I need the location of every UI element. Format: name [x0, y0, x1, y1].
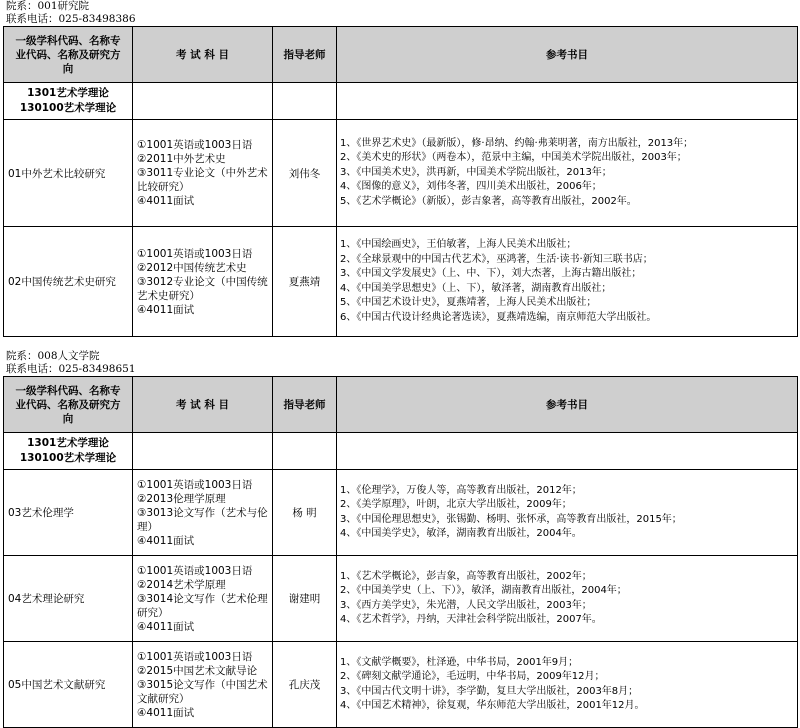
subject-item: ①1001英语或1003日语: [137, 650, 253, 663]
direction-name: 02中国传统艺术史研究: [4, 227, 133, 337]
header-books: 参考书目: [337, 27, 798, 83]
table-row: [4, 556, 798, 642]
subject-item: ③3012专业论文（中国传统艺术史研究）: [137, 275, 268, 302]
book-item: 1、《中国绘画史》，王伯敏著，上海人民美术出版社；: [340, 239, 577, 250]
catalog-table: [3, 376, 798, 728]
exam-subjects: [133, 556, 273, 642]
subject-item: ③3014论文写作（艺术伦理研究）: [137, 592, 268, 619]
book-item: 3、《中国古代文明十讲》，李学勤，复旦大学出版社，2003年8月；: [340, 685, 639, 697]
major-row: [4, 83, 798, 120]
contact-phone: 联系电话：025-83498651: [6, 363, 136, 375]
department-section: [0, 0, 800, 337]
table-header-row: [4, 377, 798, 433]
book-item: 5、《中国艺术设计史》，夏燕靖著，上海人民美术出版社；: [340, 297, 597, 308]
book-item: 3、《中国文学发展史》（上、中、下），刘大杰著，上海古籍出版社；: [340, 268, 642, 279]
subject-item: ①1001英语或1003日语: [137, 139, 253, 151]
subject-item: ①1001英语或1003日语: [137, 247, 253, 260]
book-item: 4、《图像的意义》，刘伟冬著，四川美术出版社，2006年；: [340, 181, 602, 193]
advisor-name: 谢建明: [273, 556, 337, 642]
book-item: 2、《碑刻文献学通论》，毛远明，中华书局，2009年12月；: [340, 671, 605, 682]
header-teacher: 指导老师: [273, 27, 337, 83]
major-row: [4, 433, 798, 470]
reference-books: [337, 470, 798, 556]
subject-item: ③3011专业论文（中外艺术比较研究）: [137, 167, 268, 193]
book-item: 1、《伦理学》，万俊人等，高等教育出版社，2012年；: [340, 484, 582, 496]
department-name: 院系：001研究院: [6, 0, 90, 12]
book-item: 1、《文献学概要》，杜泽逊，中华书局，2001年9月；: [340, 656, 579, 668]
subject-item: ④4011面试: [137, 195, 195, 207]
subject-item: ①1001英语或1003日语: [137, 564, 253, 577]
book-item: 1、《艺术学概论》，彭吉象，高等教育出版社，2002年；: [340, 570, 592, 582]
book-item: 1、《世界艺术史》（最新版），修·昂纳、约翰·弗莱明著，南方出版社，2013年；: [340, 137, 694, 149]
subject-item: ④4011面试: [137, 706, 195, 719]
subject-item: ②2011中外艺术史: [137, 153, 226, 165]
exam-subjects: [133, 642, 273, 728]
exam-subjects: [133, 227, 273, 337]
book-item: 3、《中国伦理思想史》，张锡勤、杨明、张怀承，高等教育出版社，2015年；: [340, 513, 682, 525]
subject-item: ②2013伦理学原理: [137, 492, 226, 505]
contact-phone: 联系电话：025-83498386: [6, 13, 136, 25]
subject-item: ②2012中国传统艺术史: [137, 261, 247, 274]
major-code-cell: [4, 433, 133, 470]
subject-item: ④4011面试: [137, 620, 195, 633]
reference-books: [337, 120, 798, 227]
specialty-code: 130100艺术学理论: [19, 452, 117, 464]
book-item: 4、《中国艺术精神》，徐复观，华东师范大学出版社，2001年12月。: [340, 700, 645, 711]
direction-name: 03艺术伦理学: [4, 470, 133, 556]
major-code: 1301艺术学理论: [27, 87, 109, 99]
book-item: 4、《中国美学思想史》（上、下），敏泽著，湖南教育出版社；: [340, 282, 612, 294]
book-item: 2、《中国美学史（上、下）》，敏泽，湖南教育出版社，2004年；: [340, 585, 627, 596]
direction-name: 05中国艺术文献研究: [4, 642, 133, 728]
book-item: 4、《艺术哲学》，丹纳，天津社会科学院出版社，2007年。: [340, 614, 602, 625]
subject-item: ③3015论文写作（中国艺术文献研究）: [137, 678, 268, 705]
department-section: [0, 350, 800, 728]
book-item: 2、《美学原理》，叶朗，北京大学出版社，2009年；: [340, 499, 572, 510]
header-subjects: 考 试 科 目: [133, 377, 273, 433]
reference-books: [337, 556, 798, 642]
reference-books: [337, 227, 798, 337]
table-row: [4, 470, 798, 556]
header-books: 参考书目: [337, 377, 798, 433]
book-item: 5、《艺术学概论》（新版），彭吉象著，高等教育出版社，2002年。: [340, 195, 637, 207]
table-row: [4, 227, 798, 337]
subject-item: ③3013论文写作（艺术与伦理）: [137, 506, 268, 533]
direction-name: 04艺术理论研究: [4, 556, 133, 642]
book-item: 4、《中国美学史》，敏泽，湖南教育出版社，2004年。: [340, 528, 582, 539]
advisor-name: 杨 明: [273, 470, 337, 556]
table-row: [4, 642, 798, 728]
header-subjects: 考 试 科 目: [133, 27, 273, 83]
book-item: 2、《全球景观中的中国古代艺术》，巫鸿著，生活·读书·新知三联书店；: [340, 253, 653, 265]
header-teacher: 指导老师: [273, 377, 337, 433]
table-header-row: [4, 27, 798, 83]
book-item: 3、《中国美术史》，洪再新，中国美术学院出版社，2013年；: [340, 166, 612, 178]
catalog-table: [3, 26, 798, 337]
header-major: 一级学科代码、名称专业代码、名称及研究方向: [4, 27, 133, 83]
advisor-name: 夏燕靖: [273, 227, 337, 337]
book-item: 2、《美术史的形状》（两卷本），范景中主编，中国美术学院出版社，2003年；: [340, 152, 687, 164]
subject-item: ②2015中国艺术文献导论: [137, 664, 258, 677]
direction-name: 01中外艺术比较研究: [4, 120, 133, 227]
advisor-name: 刘伟冬: [273, 120, 337, 227]
major-code-cell: [4, 83, 133, 120]
reference-books: [337, 642, 798, 728]
subject-item: ④4011面试: [137, 303, 195, 316]
department-name: 院系：008人文学院: [6, 350, 100, 362]
header-major: 一级学科代码、名称专业代码、名称及研究方向: [4, 377, 133, 433]
book-item: 3、《西方美学史》，朱光潜，人民文学出版社，2003年；: [340, 599, 592, 611]
exam-subjects: [133, 120, 273, 227]
book-item: 6、《中国古代设计经典论著选读》，夏燕靖选编，南京师范大学出版社。: [340, 311, 657, 323]
specialty-code: 130100艺术学理论: [19, 102, 117, 114]
table-row: [4, 120, 798, 227]
subject-item: ①1001英语或1003日语: [137, 478, 253, 491]
subject-item: ②2014艺术学原理: [137, 578, 226, 591]
major-code: 1301艺术学理论: [27, 437, 109, 449]
exam-subjects: [133, 470, 273, 556]
subject-item: ④4011面试: [137, 534, 195, 547]
advisor-name: 孔庆茂: [273, 642, 337, 728]
